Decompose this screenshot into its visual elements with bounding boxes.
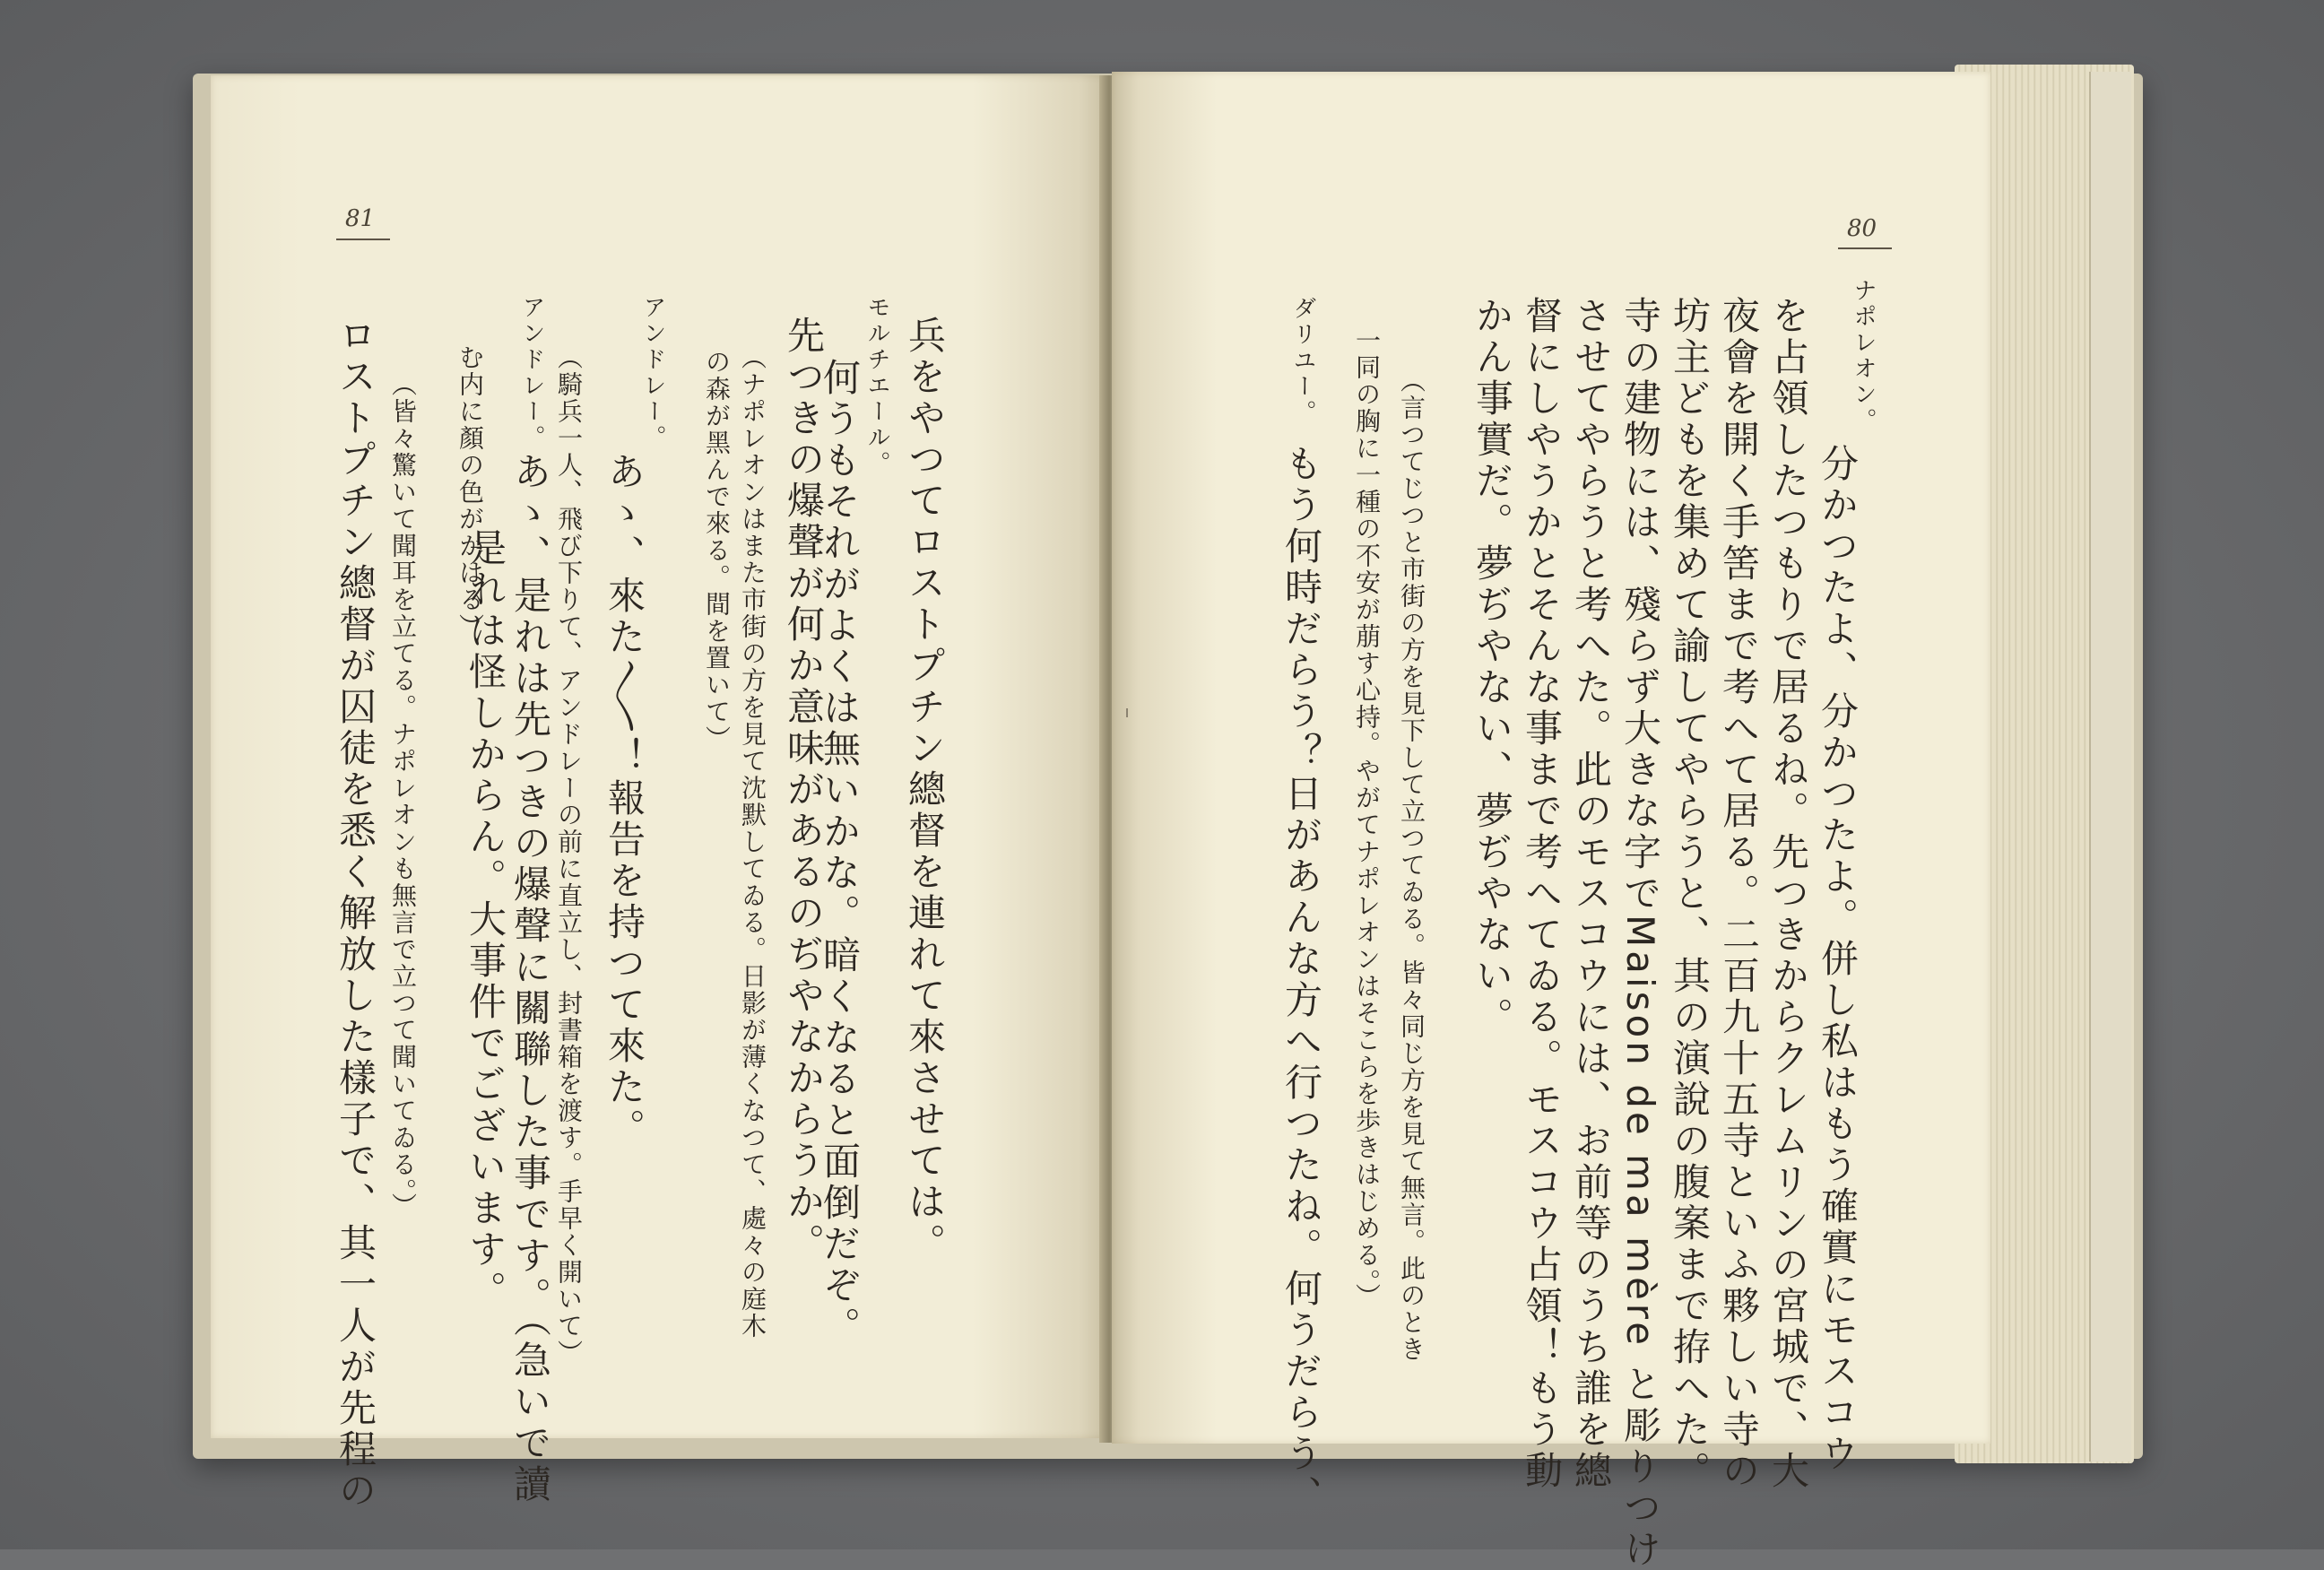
text-column: 何うもそれがよくは無いかな。暗くなると面倒だぞ。 — [818, 358, 862, 1348]
stage-direction: の森が黑んで來る。間を置いて） — [702, 349, 732, 752]
stage-direction: （言つてじつと市街の方を見下して立つてゐる。皆々同じ方を見て無言。此のとき — [1397, 368, 1426, 1363]
text-column: 寺の建物には、殘らず大きな字でMaison de ma mère と彫りつけ — [1618, 296, 1662, 1570]
text-column: 兵をやつてロストプチン總督を連れて來させては。 — [903, 316, 947, 1264]
left-page-rule — [336, 239, 390, 240]
right-page-number: 80 — [1847, 215, 1877, 242]
text-column: あゝ、是れは先つきの爆聲に關聯した事です。（急いで讀 — [508, 452, 552, 1505]
speaker-label: ダリユー。 — [1289, 296, 1316, 426]
text-column: ロストプチン總督が囚徒を悉く解放した樣子で、其一人が先程の — [334, 316, 377, 1512]
text-column: 分かつたよ、分かつたよ。併し私はもう確實にモスコウ — [1816, 444, 1860, 1475]
text-column: あゝ、來た〳〵！報告を持つて來た。 — [603, 452, 646, 1149]
text-column: を占領したつもりで居るね。先つきからクレムリンの宮城で、大 — [1766, 296, 1810, 1492]
book-cover-edge — [2089, 72, 2131, 1462]
text-column: かん事實だ。夢ぢやない、夢ぢやない。 — [1470, 296, 1514, 1038]
text-column: もう何時だらう？日があんな方へ行つたね。何うだらう、 — [1279, 444, 1323, 1516]
speaker-label: アンドレー。 — [639, 295, 666, 451]
text-column: 夜會を開く手筈まで考へて居る。二百九十五寺といふ夥しい寺の — [1717, 296, 1761, 1492]
stage-direction: （皆々驚いて聞耳を立てる。ナポレオンも無言で立つて聞いてゐる。） — [388, 371, 418, 1219]
speaker-label: モルチエール。 — [863, 295, 890, 477]
text-column: 是れは怪しからん。大事件でございます。 — [464, 528, 507, 1312]
speaker-label: ナポレオン。 — [1850, 278, 1877, 434]
left-page — [211, 75, 1107, 1512]
stage-direction: （ナポレオンはまた市街の方を見て沈默してゐる。日影が薄くなつて、處々の庭木 — [738, 344, 767, 1340]
right-page — [1112, 72, 1990, 1570]
text-column: 督にしやうかとそんな事まで考へてゐる。モスコウ占領！もう動 — [1520, 296, 1564, 1492]
left-page-number: 81 — [345, 205, 376, 232]
text-column: させてやらうと考へた。此のモスコウには、お前等のうち誰を總 — [1569, 296, 1613, 1492]
stage-direction: む内に顏の色がかはる） — [455, 344, 485, 640]
stage-direction: （騎兵一人、飛び下りて、アンドレーの前に直立し、封書箱を渡す。手早く開いて） — [554, 344, 584, 1366]
page-fold-mark — [1114, 708, 1128, 717]
stage-direction: 一同の胸に一種の不安が萠す心持。やがてナポレオンはそこらを歩きはじめる。） — [1352, 327, 1382, 1310]
speaker-label: アンドレー。 — [518, 295, 545, 451]
text-column: 先つきの爆聲が何か意味があるのぢやなからうか。 — [782, 316, 826, 1264]
text-column: 坊主どもを集めて諭してやらうと、其の演說の腹案まで拵へた。 — [1668, 296, 1712, 1492]
right-page-rule — [1838, 247, 1892, 249]
